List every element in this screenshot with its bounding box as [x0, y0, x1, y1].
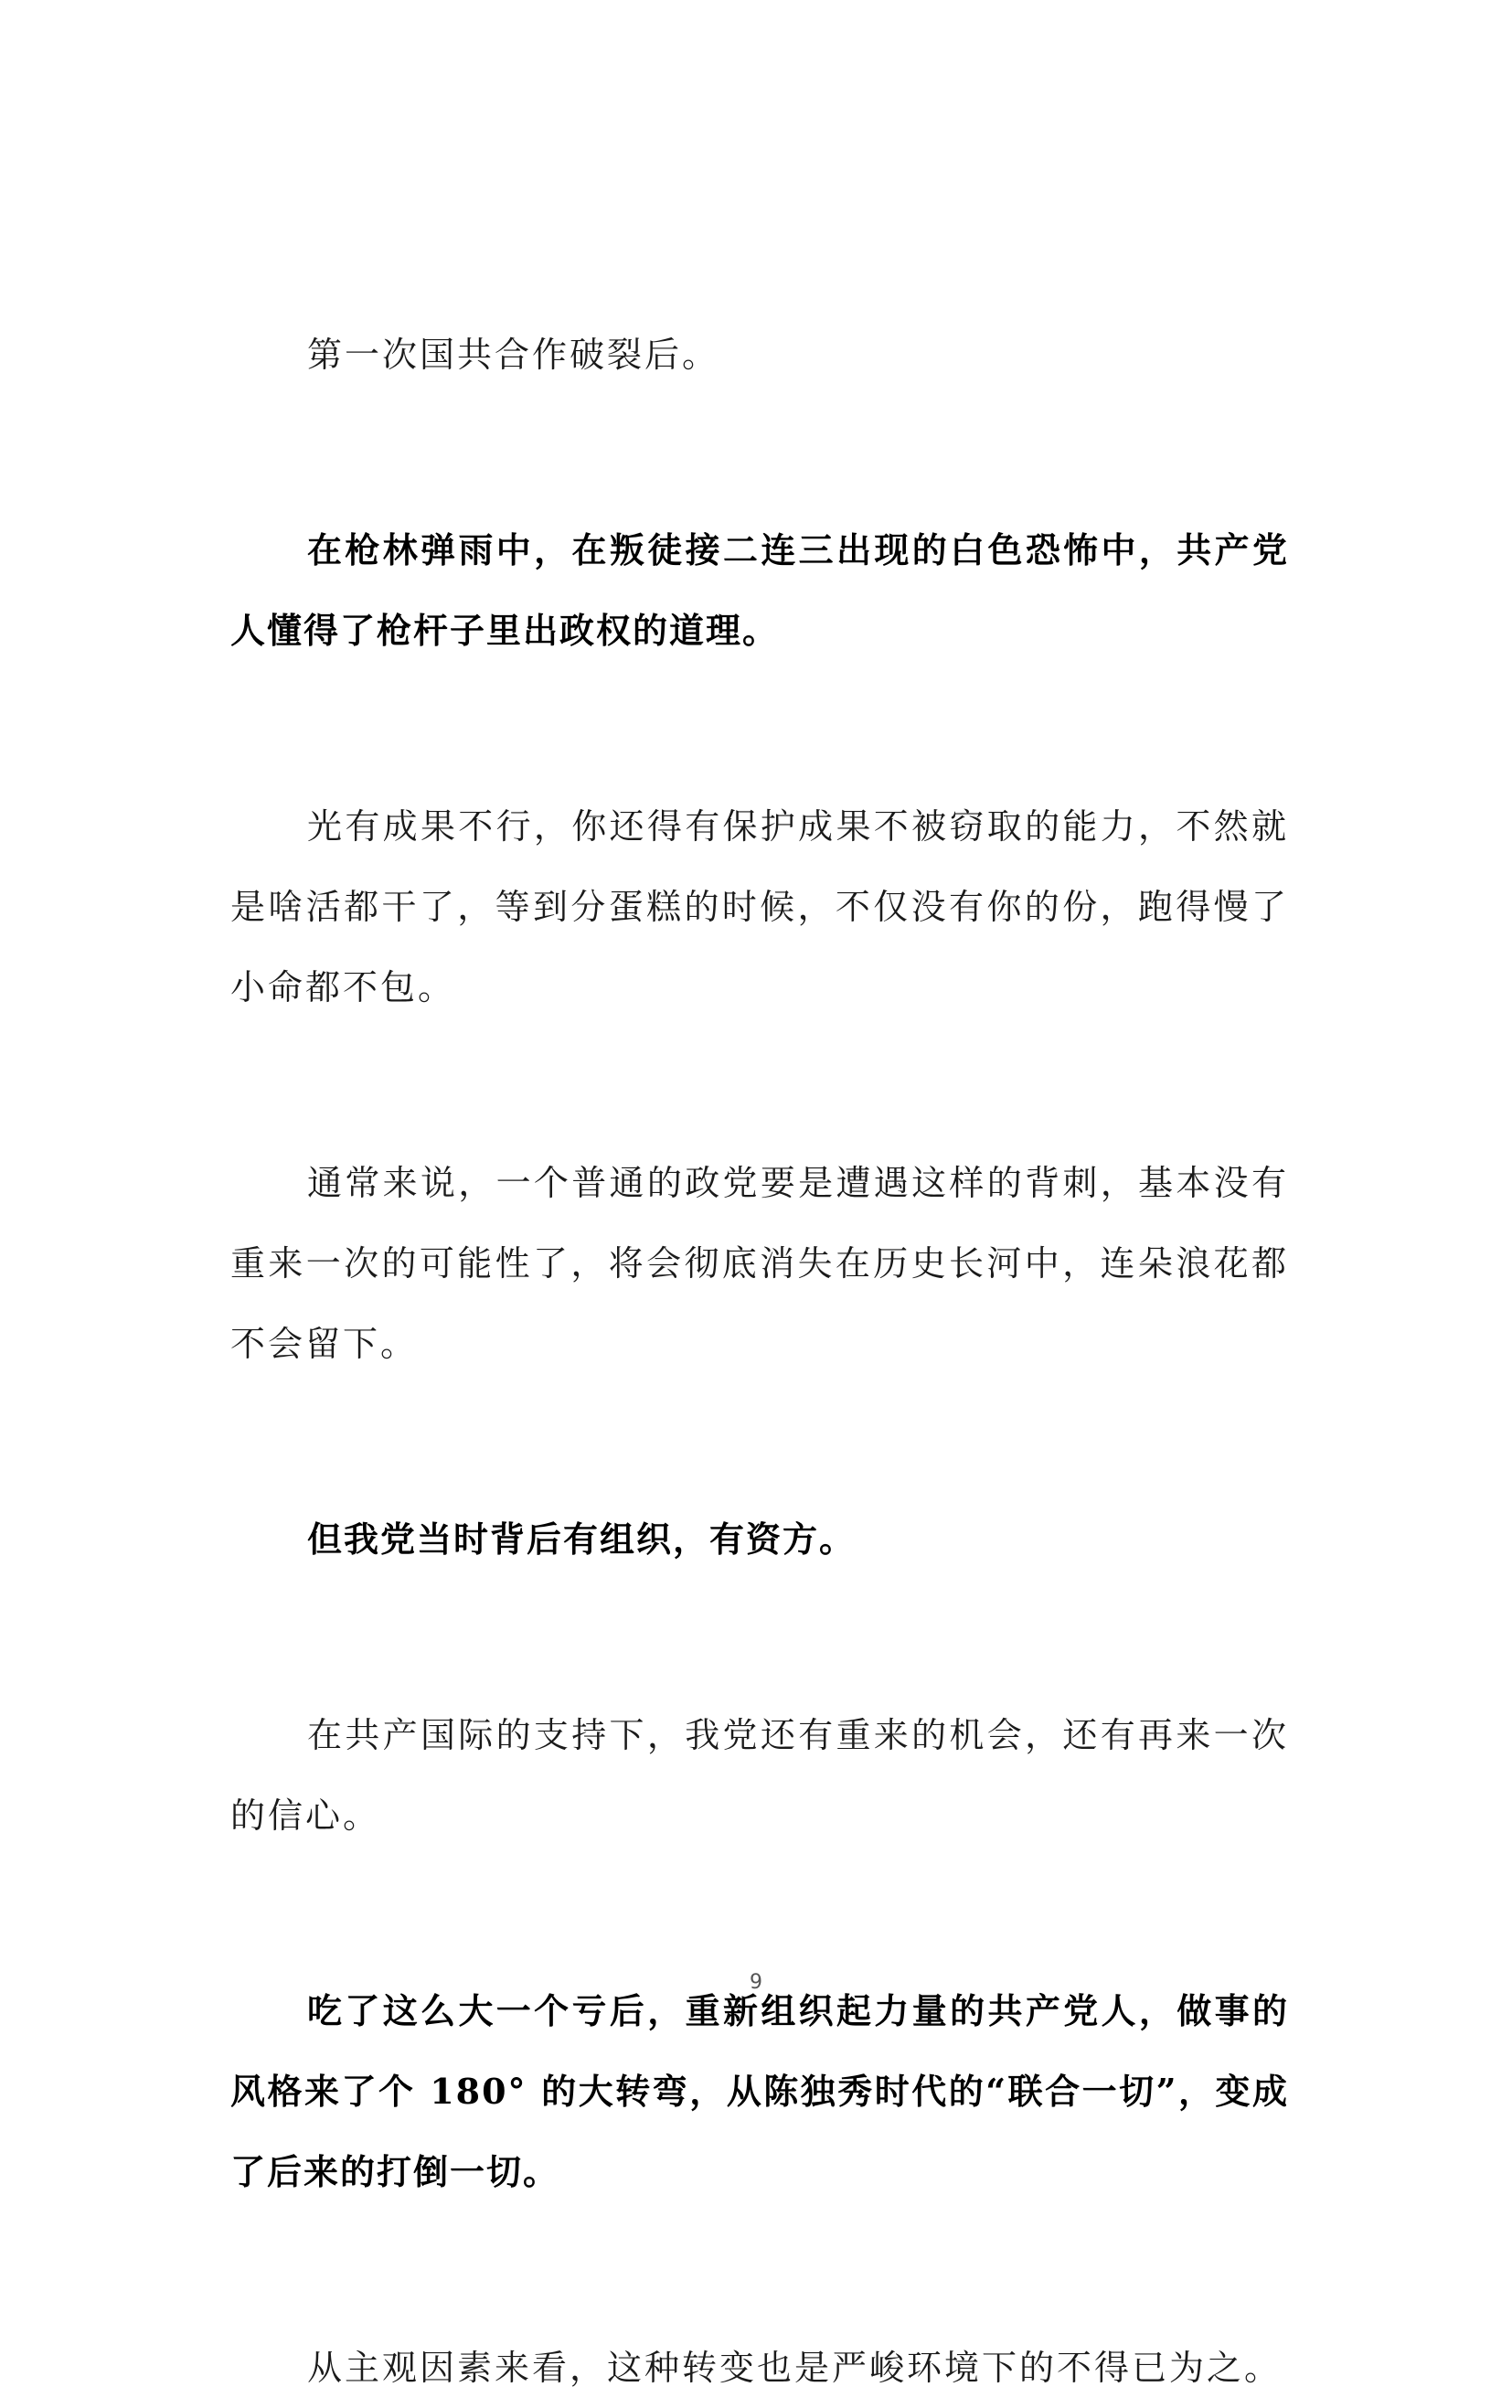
paragraph-gap: [230, 1856, 1289, 1971]
paragraph-gap: [230, 395, 1289, 510]
paragraph-gap: [230, 1580, 1289, 1695]
paragraph-gap: [230, 671, 1289, 786]
paragraph-7-bold: 吃了这么大一个亏后，重新组织起力量的共产党人，做事的风格来了个 180° 的大转弯，从陈独秀时代的“联合一切”，变成了后来的打倒一切。: [230, 1990, 1289, 2192]
paragraph-1: 第一次国共合作破裂后。: [307, 335, 720, 375]
paragraph-gap: [230, 2212, 1289, 2328]
paragraph-5-bold: 但我党当时背后有组织，有资方。: [307, 1518, 857, 1560]
paragraph-gap: [230, 1384, 1289, 1499]
document-body: [230, 314, 1289, 2408]
paragraph-3: 光有成果不行，你还得有保护成果不被窃取的能力，不然就是啥活都干了，等到分蛋糕的时候，不仅没有你的份，跑得慢了小命都不包。: [230, 806, 1289, 1007]
paragraph-8: 从主观因素来看，这种转变也是严峻环境下的不得已为之。: [307, 2348, 1283, 2388]
paragraph-4: 通常来说，一个普通的政党要是遭遇这样的背刺，基本没有重来一次的可能性了，将会彻底消失在历史长河中，连朵浪花都不会留下。: [230, 1163, 1289, 1364]
paragraph-6: 在共产国际的支持下，我党还有重来的机会，还有再来一次的信心。: [230, 1715, 1289, 1836]
paragraph-2-bold: 在枪林弹雨中，在叛徒接二连三出现的白色恐怖中，共产党人懂得了枪杆子里出政权的道理。: [230, 529, 1289, 651]
paragraph-gap: [230, 1028, 1289, 1143]
page-number: 9: [750, 1971, 762, 1994]
